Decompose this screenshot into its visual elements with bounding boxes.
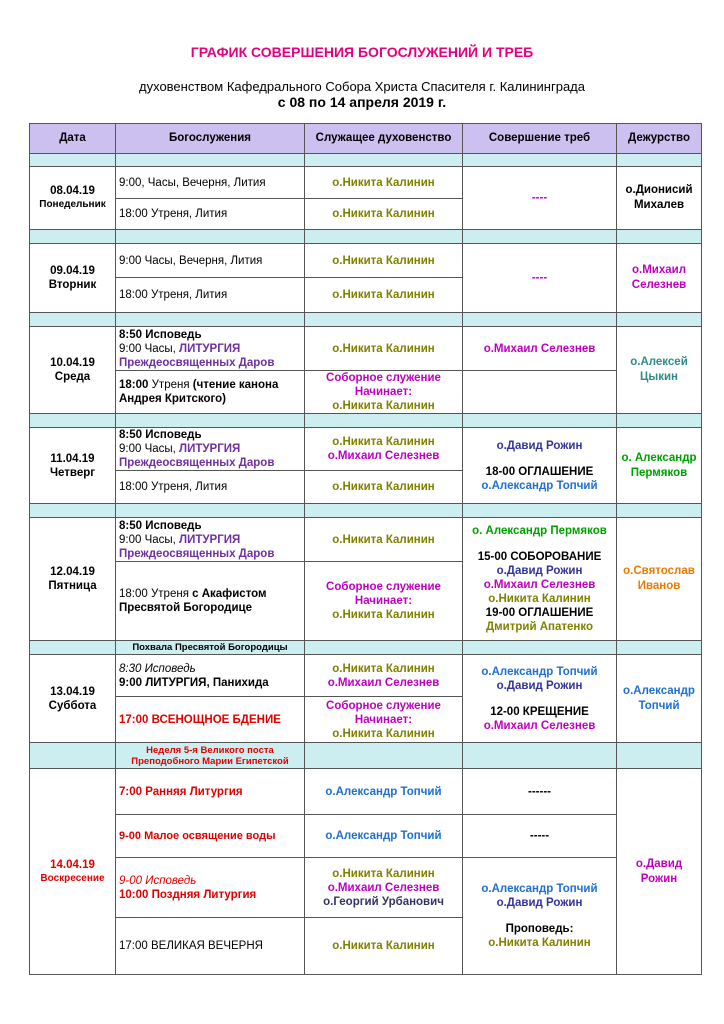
- header-date: Дата: [30, 124, 116, 154]
- header-services: Богослужения: [116, 124, 305, 154]
- weekday: Воскресение: [40, 872, 105, 884]
- separator-row: [30, 504, 702, 518]
- table-row: [30, 167, 702, 199]
- date: 10.04.19: [50, 357, 95, 369]
- service-cell: 9-00 Исповедь 10:00 Поздняя Литургия: [116, 858, 305, 918]
- service-cell: 17:00 ВСЕНОЩНОЕ БДЕНИЕ: [116, 697, 305, 743]
- clergy-cell: о.Никита Калинин: [305, 167, 463, 199]
- treby-cell: -----: [463, 815, 617, 858]
- weekday: Среда: [54, 371, 91, 383]
- treby-cell: о. Александр Пермяков 15-00 СОБОРОВАНИЕ о.Давид Рожин о.Михаил Селезнев о.Никита Калинин 19-00 ОГЛАШЕНИЕ Дмитрий Апатенко: [463, 518, 617, 641]
- feast-label: Неделя 5-я Великого поста Преподобного Марии Египетской: [116, 743, 305, 769]
- table-row: [30, 327, 702, 371]
- subtitle: духовенством Кафедрального Собора Христа Спасителя г. Калининграда: [139, 79, 585, 94]
- clergy-cell: о.Никита Калинин: [305, 244, 463, 278]
- treby-cell: о.Давид Рожин 18-00 ОГЛАШЕНИЕ о.Александр Топчий: [463, 428, 617, 504]
- treby-cell: ----: [463, 167, 617, 230]
- date-cell: [30, 518, 116, 641]
- weekday: Понедельник: [39, 199, 106, 210]
- duty-cell: о.Михаил Селезнев: [617, 244, 702, 313]
- service-cell: 18:00 Утреня с Акафистом Пресвятой Богородице: [116, 562, 305, 641]
- duty-cell: о.Давид Рожин: [617, 769, 702, 975]
- service-cell: 18:00 Утреня (чтение канона Андрея Критского): [116, 371, 305, 414]
- clergy-cell: о.Александр Топчий: [305, 769, 463, 815]
- service-cell: 17:00 ВЕЛИКАЯ ВЕЧЕРНЯ: [116, 918, 305, 975]
- treby-cell: о.Михаил Селезнев: [463, 327, 617, 371]
- date-cell: [30, 655, 116, 743]
- date-cell: [30, 327, 116, 414]
- weekday: Пятница: [48, 580, 97, 592]
- date-cell: [30, 244, 116, 313]
- clergy-cell: о.Никита Калинин о.Михаил Селезнев: [305, 655, 463, 697]
- service-cell: 18:00 Утреня, Лития: [116, 199, 305, 230]
- weekday: Вторник: [48, 279, 97, 291]
- date-cell: [30, 167, 116, 230]
- service-cell: 18:00 Утреня, Лития: [116, 471, 305, 504]
- treby-cell: о.Александр Топчий о.Давид Рожин Проповедь: о.Никита Калинин: [463, 858, 617, 975]
- period: с 08 по 14 апреля 2019 г.: [277, 94, 447, 110]
- service-cell: 8:50 Исповедь 9:00 Часы, ЛИТУРГИЯ Преждеосвященных Даров: [116, 428, 305, 471]
- service-cell: 8:50 Исповедь 9:00 Часы, ЛИТУРГИЯ Преждеосвященных Даров: [116, 327, 305, 371]
- clergy-cell: о.Никита Калинин: [305, 518, 463, 562]
- clergy-cell: Соборное служение Начинает: о.Никита Калинин: [305, 697, 463, 743]
- feast-row: [30, 641, 702, 655]
- schedule-table: [29, 123, 702, 975]
- header-row: [30, 124, 702, 154]
- table-row: [30, 815, 702, 858]
- clergy-cell: Соборное служение Начинает: о.Никита Калинин: [305, 562, 463, 641]
- service-cell: 8:30 Исповедь 9:00 ЛИТУРГИЯ, Панихида: [116, 655, 305, 697]
- service-cell: 7:00 Ранняя Литургия: [116, 769, 305, 815]
- feast-row: [30, 743, 702, 769]
- table-row: [30, 428, 702, 471]
- clergy-cell: Соборное служение Начинает: о.Никита Калинин: [305, 371, 463, 414]
- date: 11.04.19: [50, 452, 95, 465]
- date: 13.04.19: [50, 685, 95, 698]
- page-title: ГРАФИК СОВЕРШЕНИЯ БОГОСЛУЖЕНИЙ И ТРЕБ: [190, 44, 534, 60]
- duty-cell: о. Александр Пермяков: [617, 428, 702, 504]
- separator-row: [30, 230, 702, 244]
- table-row: [30, 858, 702, 918]
- date-cell: [30, 428, 116, 504]
- duty-cell: о.Святослав Иванов: [617, 518, 702, 641]
- header-treby: Совершение треб: [463, 124, 617, 154]
- clergy-cell: о.Александр Топчий: [305, 815, 463, 858]
- duty-cell: о.Алексей Цыкин: [617, 327, 702, 414]
- clergy-cell: о.Никита Калинин о.Михаил Селезнев о.Георгий Урбанович: [305, 858, 463, 918]
- clergy-cell: о.Никита Калинин: [305, 327, 463, 371]
- table-row: [30, 244, 702, 278]
- service-cell: 9:00, Часы, Вечерня, Лития: [116, 167, 305, 199]
- clergy-cell: о.Никита Калинин о.Михаил Селезнев: [305, 428, 463, 471]
- treby-cell: ----: [463, 244, 617, 313]
- treby-cell: ------: [463, 769, 617, 815]
- duty-cell: о.Дионисий Михалев: [617, 167, 702, 230]
- separator-row: [30, 414, 702, 428]
- date-cell: [30, 769, 116, 975]
- date: 12.04.19: [50, 566, 95, 578]
- clergy-cell: о.Никита Калинин: [305, 199, 463, 230]
- table-row: [30, 518, 702, 562]
- weekday: Четверг: [49, 466, 96, 479]
- date: 08.04.19: [50, 185, 95, 197]
- duty-cell: о.Александр Топчий: [617, 655, 702, 743]
- table-row: [30, 655, 702, 697]
- service-cell: 18:00 Утреня, Лития: [116, 278, 305, 313]
- clergy-cell: о.Никита Калинин: [305, 278, 463, 313]
- table-row: [30, 769, 702, 815]
- feast-label: Похвала Пресвятой Богородицы: [116, 641, 305, 655]
- treby-cell: о.Александр Топчий о.Давид Рожин 12-00 КРЕЩЕНИЕ о.Михаил Селезнев: [463, 655, 617, 743]
- header-duty: Дежурство: [617, 124, 702, 154]
- separator-row: [30, 154, 702, 167]
- service-cell: 8:50 Исповедь 9:00 Часы, ЛИТУРГИЯ Преждеосвященных Даров: [116, 518, 305, 562]
- separator-row: [30, 313, 702, 327]
- service-cell: 9:00 Часы, Вечерня, Лития: [116, 244, 305, 278]
- weekday: Суббота: [48, 699, 97, 712]
- header-clergy: Служащее духовенство: [305, 124, 463, 154]
- clergy-cell: о.Никита Калинин: [305, 918, 463, 975]
- service-cell: 9-00 Малое освящение воды: [116, 815, 305, 858]
- date: 09.04.19: [50, 265, 95, 277]
- date: 14.04.19: [50, 858, 95, 871]
- table-row: [30, 371, 702, 414]
- clergy-cell: о.Никита Калинин: [305, 471, 463, 504]
